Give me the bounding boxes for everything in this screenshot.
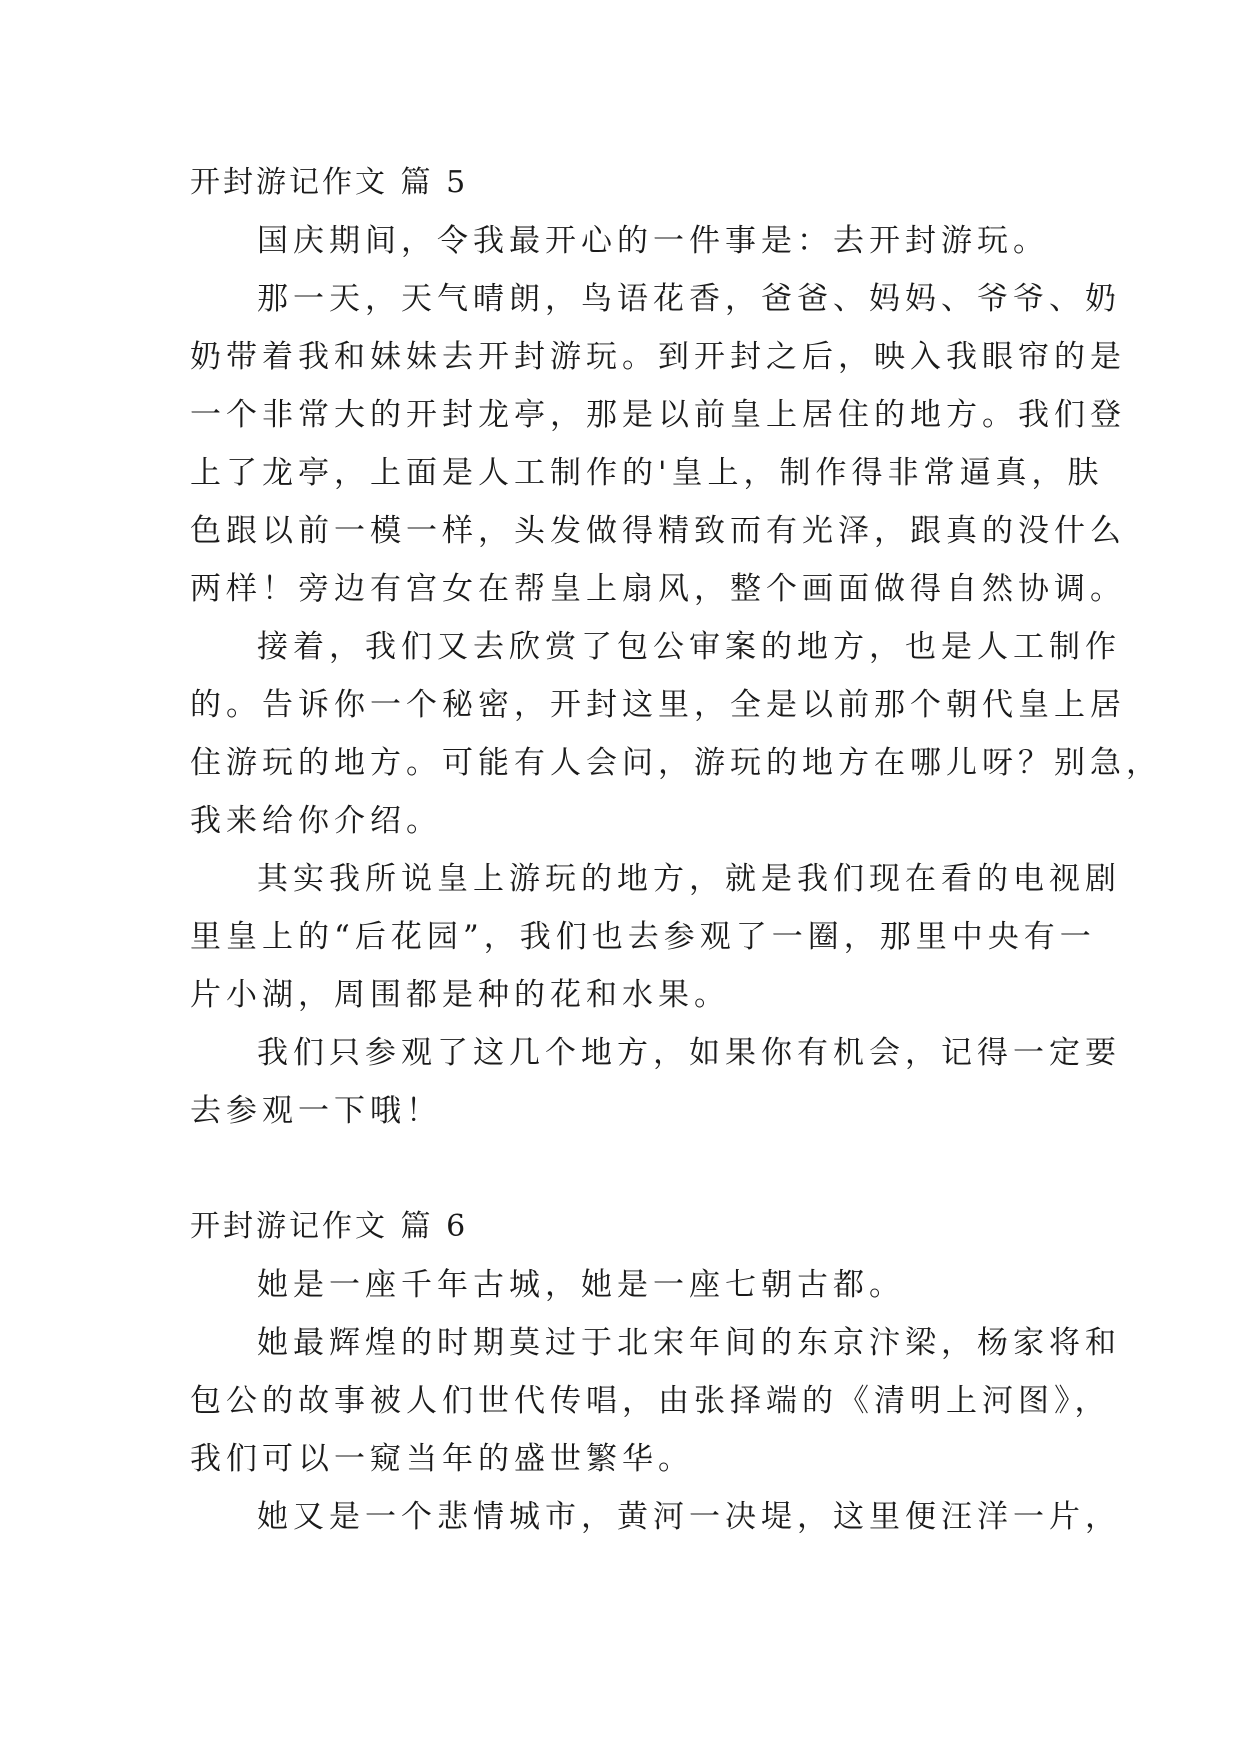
paragraph-line: 我来给你介绍。 [190, 803, 442, 839]
paragraph-line: 包公的故事被人们世代传唱，由张择端的《清明上河图》， [190, 1383, 1111, 1419]
paragraph-line: 奶带着我和妹妹去开封游玩。到开封之后，映入我眼帘的是 [190, 339, 1126, 375]
paragraph-line: 国庆期间，令我最开心的一件事是：去开封游玩。 [257, 223, 1049, 259]
paragraph-line: 接着，我们又去欣赏了包公审案的地方，也是人工制作 [257, 629, 1121, 665]
paragraph-line: 片小湖，周围都是种的花和水果。 [190, 977, 730, 1013]
paragraph-line: 的。告诉你一个秘密，开封这里，全是以前那个朝代皇上居 [190, 687, 1126, 723]
paragraph-line: 住游玩的地方。可能有人会问，游玩的地方在哪儿呀？别急， [190, 745, 1162, 781]
paragraph-line: 那一天，天气晴朗，鸟语花香，爸爸、妈妈、爷爷、奶 [257, 281, 1121, 317]
section-heading: 开封游记作文 篇 6 [190, 1209, 469, 1244]
paragraph-line: 去参观一下哦！ [190, 1093, 442, 1129]
paragraph-line: 其实我所说皇上游玩的地方，就是我们现在看的电视剧 [257, 861, 1121, 897]
paragraph-line: 我们可以一窥当年的盛世繁华。 [190, 1441, 694, 1477]
paragraph-line: 我们只参观了这几个地方，如果你有机会，记得一定要 [257, 1035, 1121, 1071]
paragraph-line: 里皇上的“后花园”，我们也去参观了一圈，那里中央有一 [190, 919, 1096, 955]
paragraph-line: 色跟以前一模一样，头发做得精致而有光泽，跟真的没什么 [190, 513, 1126, 549]
paragraph-line: 她最辉煌的时期莫过于北宋年间的东京汴梁，杨家将和 [257, 1325, 1121, 1361]
paragraph-line: 一个非常大的开封龙亭，那是以前皇上居住的地方。我们登 [190, 397, 1126, 433]
section-heading: 开封游记作文 篇 5 [190, 165, 469, 200]
paragraph-line: 两样！旁边有宫女在帮皇上扇风，整个画面做得自然协调。 [190, 571, 1126, 607]
paragraph-line: 她是一座千年古城，她是一座七朝古都。 [257, 1267, 905, 1303]
paragraph-line: 上了龙亭，上面是人工制作的'皇上，制作得非常逼真，肤 [190, 455, 1104, 491]
paragraph-line: 她又是一个悲情城市，黄河一决堤，这里便汪洋一片， [257, 1499, 1121, 1535]
